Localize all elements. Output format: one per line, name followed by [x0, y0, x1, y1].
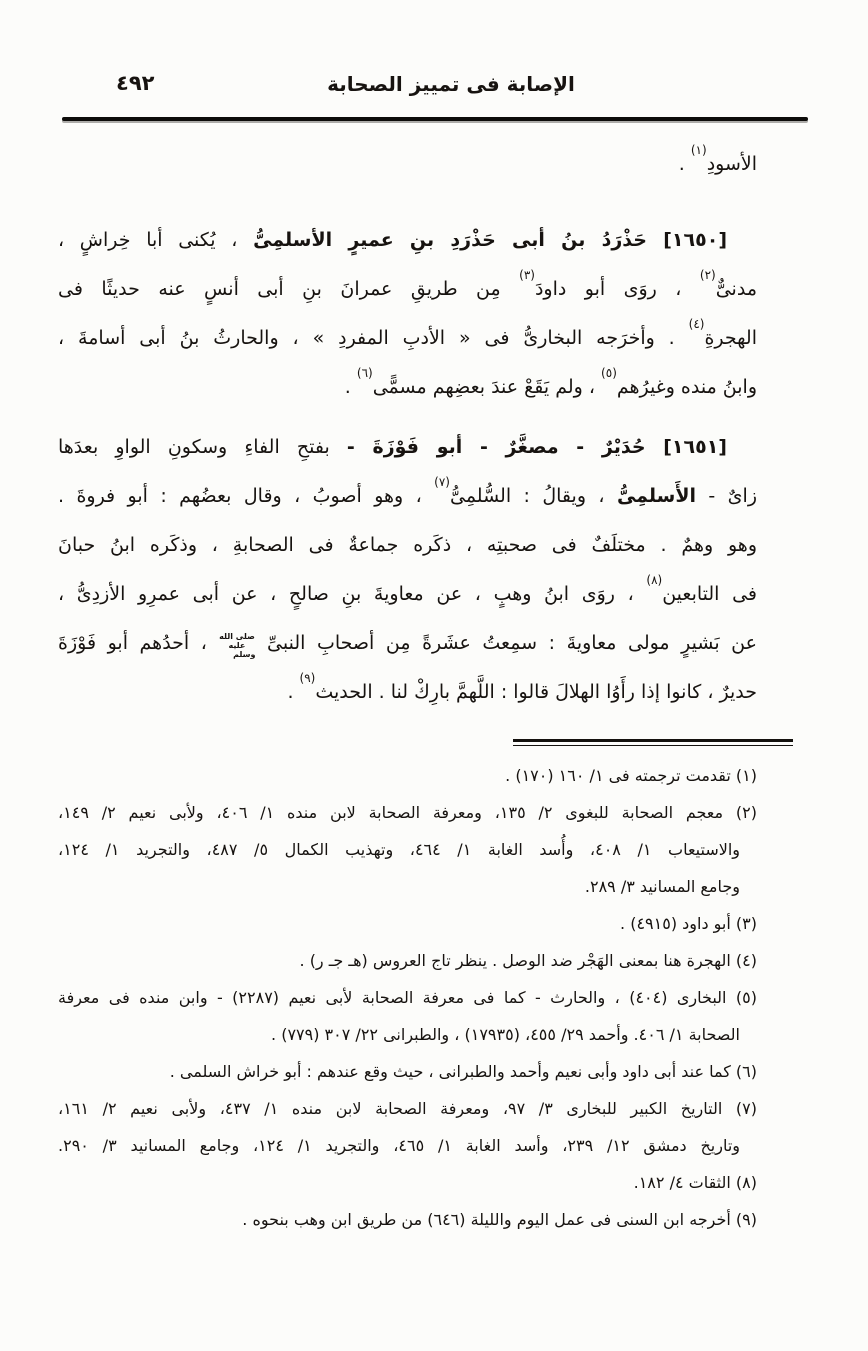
footnote-line: (٩) أخرجه ابن السنى فى عمل اليوم والليلة (٦٤٦) من طريق ابن وهب بنحوه . [242, 1210, 757, 1229]
footnote-line: (٤) الهجرة هنا بمعنى الهَجْر ضد الوصل . ينظر تاج العروس (هـ جـ ر) . [299, 951, 757, 970]
bold-headword: [١٦٥٠] حَذْرَدُ بنُ أبى حَذْرَدِ بنِ عميرٍ الأسلمِىُّ [253, 229, 727, 251]
body-line: فى التابعين$^{(٨)}$ ، روَى ابنُ وهبٍ ، عن معاويةَ بنِ صالحٍ ، عن أبى عمرِو الأزدِىُّ ، [58, 572, 758, 605]
footnote-ref: (٣) [519, 267, 535, 282]
saw-ligature: صلى الله عليه وسلم [219, 631, 256, 659]
footnote-ref: (٨) [646, 572, 663, 587]
footnote-ref: (٧) [434, 474, 450, 489]
footnote-ref: (١) [690, 142, 707, 157]
body-line: وابنُ منده وغيرُهم$^{(٥)}$ ، ولم يَقَعْ عندَ بعضِهم مسمًّى$^{(٦)}$ . [344, 365, 757, 398]
body-line: حديرٌ ، كانوا إذا رأَوُا الهلالَ قالوا : اللَّهمَّ بارِكْ لنا . الحديث$^{(٩)}$ . [287, 670, 757, 703]
bold-headword: الأَسلمِىُّ [616, 485, 696, 507]
bold-headword: [١٦٥١] حُدَيْرٌ - مصغَّرٌ - أبو فَوْزَةَ - [346, 436, 727, 458]
body-line: [١٦٥١] حُدَيْرٌ - مصغَّرٌ - أبو فَوْزَةَ - بفتحِ الفاءِ وسكونِ الواوِ بعدَها [58, 436, 727, 458]
footnote-ref: (٦) [356, 365, 373, 380]
header-rule [62, 117, 808, 121]
footnote-ref: (٩) [299, 670, 316, 685]
page-number: ٤٩٢ [116, 71, 155, 95]
footnote-line: (٣) أبو داود (٤٩١٥) . [620, 914, 757, 933]
footnote-separator [513, 739, 793, 746]
footnote-line: (٧) التاريخ الكبير للبخارى ٣/ ٩٧، ومعرفة الصحابة لابن منده ١/ ٤٣٧، ولأبى نعيم ٢/ ١٦١، [58, 1099, 757, 1118]
footnote-line: (١) تقدمت ترجمته فى ١/ ١٦٠ (١٧٠) . [505, 766, 757, 785]
body-line: عن بَشيرٍ مولى معاويةَ : سمِعتُ عشَرةً مِن أصحابِ النبىِّ صلى الله عليه وسلم ، أحدُهم أبو فَوْزَةَ [58, 631, 757, 659]
footnote-line: وتاريخ دمشق ١٢/ ٢٣٩، وأسد الغابة ١/ ٤٦٥، والتجريد ١/ ١٢٤، وجامع المسانيد ٣/ ٢٩٠. [58, 1136, 741, 1155]
footnote-ref: (٤) [688, 316, 705, 331]
body-text [58, 140, 757, 717]
footnote-line: (٦) كما عند أبى داود وأبى نعيم وأحمد والطبرانى ، حيث وقع عندهم : أبو خراش السلمى . [169, 1062, 757, 1081]
body-line: الأسودِ$^{(١)}$ . [678, 142, 757, 175]
body-line: مدنىٌّ$^{(٢)}$ ، روَى أبو داودَ$^{(٣)}$ مِن طريقِ عمرانَ بنِ أبى أنسٍ عنه حديثًا فى [58, 267, 757, 300]
footnote-line: وجامع المسانيد ٣/ ٢٨٩. [584, 877, 740, 896]
footnote-line: (٥) البخارى (٤٠٤) ، والحارث - كما فى معرفة الصحابة لأبى نعيم (٢٢٨٧) - وابن منده فى معرفة [58, 988, 757, 1007]
footnote-line: (٨) الثقات ٤/ ١٨٢. [633, 1173, 757, 1192]
footnote-line: والاستيعاب ١/ ٤٠٨، وأُسد الغابة ١/ ٤٦٤، وتهذيب الكمال ٥/ ٤٨٧، والتجريد ١/ ١٢٤، [58, 840, 741, 859]
footnote-ref: (٥) [601, 365, 617, 380]
footnote-ref: (٢) [699, 267, 716, 282]
page-title: الإصابة فى تمييز الصحابة [327, 72, 575, 96]
footnote-line: الصحابة ١/ ٤٠٦. وأحمد ٢٩/ ٤٥٥، (١٧٩٣٥) ، والطبرانى ٢٢/ ٣٠٧ (٧٧٩) . [271, 1025, 740, 1044]
body-line: وهو وهمٌ . مختلَفٌ فى صحبتِه ، ذكَره جماعةٌ فى الصحابةِ ، وذكَره ابنُ حبانَ [58, 534, 757, 556]
body-line: زاىٌ - الأَسلمِىُّ ، ويقالُ : السُّلمِىُّ$^{(٧)}$ ، وهو أصوبُ ، وقال بعضُهم : أبو فروةَ . [58, 474, 757, 507]
footnotes [58, 757, 757, 1238]
footnote-line: (٢) معجم الصحابة للبغوى ٢/ ١٣٥، ومعرفة الصحابة لابن منده ١/ ٤٠٦، ولأبى نعيم ٢/ ١٤٩، [58, 803, 757, 822]
body-line: الهجرةِ$^{(٤)}$ . وأخرَجه البخارىُّ فى « الأدبِ المفردِ » ، والحارثُ بنُ أبى أسامةَ ، [58, 316, 757, 349]
body-line: [١٦٥٠] حَذْرَدُ بنُ أبى حَذْرَدِ بنِ عميرٍ الأسلمِىُّ ، يُكنى أبا خِراشٍ ، [58, 229, 727, 251]
